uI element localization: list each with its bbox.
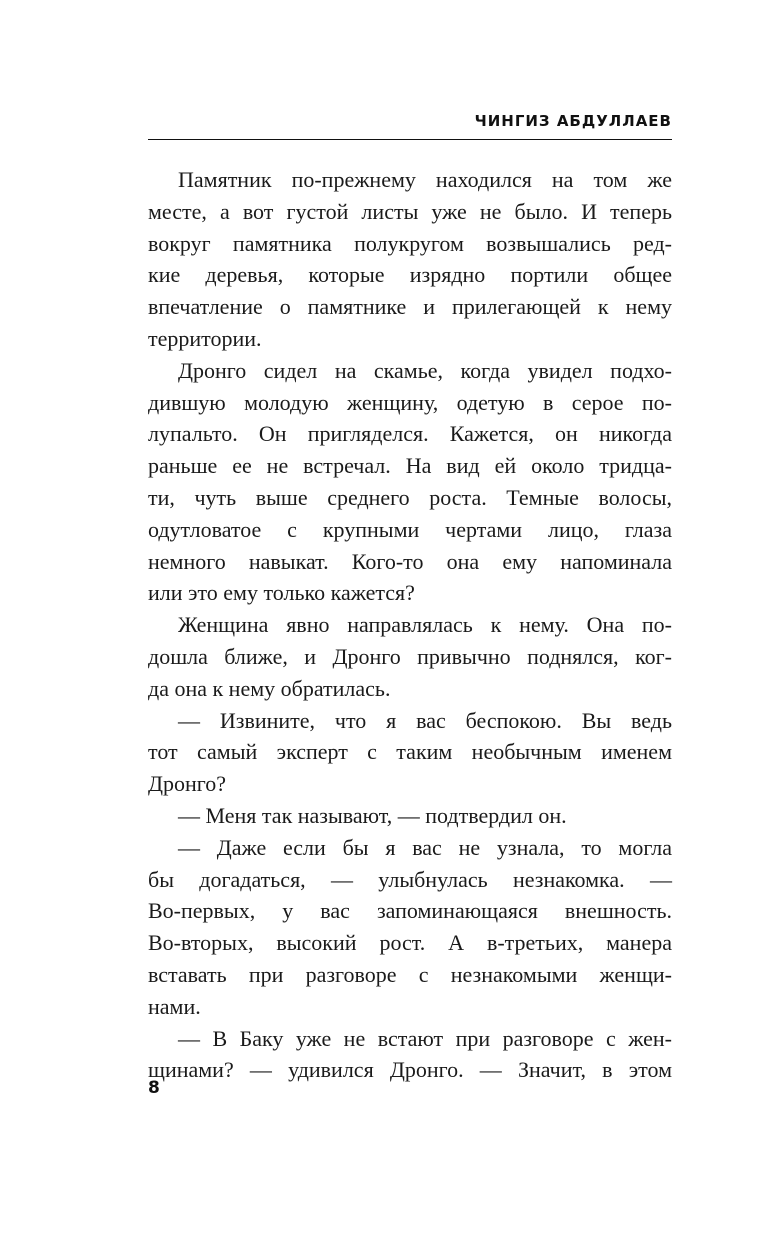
text-line: Женщина явно направлялась к нему. Она по- (178, 612, 672, 638)
text-line: дившую молодую женщину, одетую в серое по- (148, 389, 672, 415)
text-line: бы догадаться, — улыбнулась незнакомка. — (148, 866, 672, 892)
text-line: вокруг памятника полукругом возвышались ред- (148, 230, 672, 256)
text-line: немного навыкат. Кого-то она ему напоминала (148, 548, 672, 574)
text-line: месте, а вот густой листы уже не было. И теперь (148, 198, 672, 224)
text-line: — Извините, что я вас беспокою. Вы ведь (178, 707, 672, 733)
text-line: — Даже если бы я вас не узнала, то могла (178, 834, 672, 860)
text-line: да она к нему обратилась. (148, 675, 391, 701)
text-line: Во-первых, у вас запоминающаяся внешность. (148, 898, 672, 924)
text-line: Во-вторых, высокий рост. А в-третьих, манера (148, 930, 672, 956)
text-line: кие деревья, которые изрядно портили общее (148, 262, 672, 288)
text-line: вставать при разговоре с незнакомыми женщи- (148, 961, 672, 987)
text-line: тот самый эксперт с таким необычным именем (148, 739, 672, 765)
text-line: нами. (148, 993, 201, 1019)
text-line: одутловатое с крупными чертами лицо, глаза (148, 516, 672, 542)
body-text (148, 164, 672, 1086)
running-header: ЧИНГИЗ АБДУЛЛАЕВ (474, 112, 672, 130)
text-line: впечатление о памятнике и прилегающей к нему (148, 294, 672, 320)
text-line: раньше ее не встречал. На вид ей около тридца- (148, 453, 672, 479)
text-line: или это ему только кажется? (148, 580, 415, 606)
text-line: ти, чуть выше среднего роста. Темные волосы, (148, 484, 672, 510)
text-line: Памятник по-прежнему находился на том же (178, 167, 672, 192)
page-number: 8 (148, 1078, 160, 1098)
text-line: Дронго сидел на скамье, когда увидел подхо- (178, 357, 672, 383)
text-line: дошла ближе, и Дронго привычно поднялся, ког- (148, 643, 672, 669)
header-divider (148, 139, 672, 140)
text-line: — В Баку уже не встают при разговоре с жен- (178, 1025, 672, 1051)
text-line: территории. (148, 325, 262, 351)
text-line: — Меня так называют, — подтвердил он. (178, 802, 567, 828)
text-line: лупальто. Он пригляделся. Кажется, он никогда (148, 421, 672, 447)
text-line: щинами? — удивился Дронго. — Значит, в этом (148, 1057, 672, 1083)
text-line: Дронго? (148, 771, 227, 797)
